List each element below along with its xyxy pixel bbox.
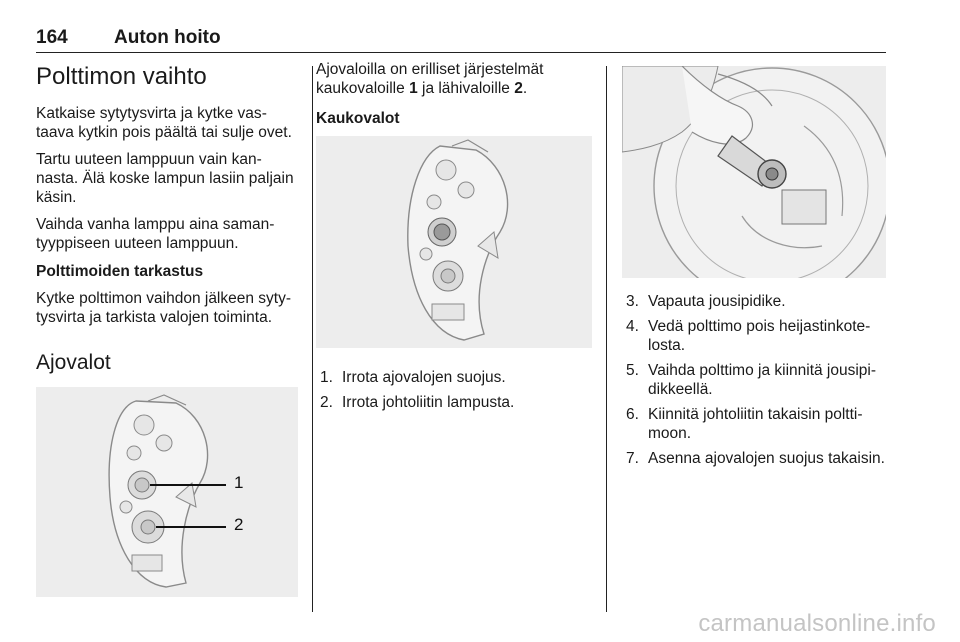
section-title: Polttimon vaihto	[36, 63, 207, 90]
hand-bulb-illustration	[622, 66, 886, 278]
intro-paragraph: Ajovaloilla on erilliset järjestelmät kaukovaloille 1 ja lähivaloille 2.	[316, 61, 544, 97]
right-column	[622, 60, 886, 474]
steps-list	[622, 292, 886, 468]
steps-list	[316, 368, 592, 412]
middle-column	[316, 60, 592, 418]
list-item: 5. Vaihda polttimo ja kiinnitä jousipidikkeellä.	[626, 362, 877, 398]
subheading: Kaukovalot	[316, 110, 400, 127]
page-header	[36, 24, 886, 53]
bulb-removal-figure	[622, 66, 886, 278]
page-number: 164	[36, 27, 68, 48]
callout-label: 1	[234, 473, 244, 492]
list-item: 4. Vedä polttimo pois heijastinkotelosta.	[626, 318, 871, 354]
watermark-link[interactable]: carmanualsonline.info	[698, 610, 936, 637]
headlamp-rear-figure	[36, 387, 298, 597]
paragraph: Vaihda vanha lamppu aina samantyyppiseen uuteen lamppuun.	[36, 216, 275, 252]
high-beam-figure	[316, 136, 592, 348]
subheading: Polttimoiden tarkastus	[36, 263, 204, 280]
headlamp-rear-illustration	[36, 387, 298, 597]
list-item: 3. Vapauta jousipidike.	[626, 293, 786, 310]
running-title: Auton hoito	[114, 27, 221, 48]
list-item: 1. Irrota ajovalojen suojus.	[320, 369, 506, 386]
column-divider	[312, 66, 313, 612]
list-item: 6. Kiinnitä johtoliitin takaisin polttimoon.	[626, 406, 863, 442]
headlamp-bulb-illustration	[316, 136, 592, 348]
callout-label: 2	[234, 515, 244, 534]
paragraph: Kytke polttimon vaihdon jälkeen sytytysvirta ja tarkista valojen toiminta.	[36, 290, 292, 326]
column-divider	[606, 66, 607, 612]
paragraph: Tartu uuteen lamppuun vain kannasta. Älä koske lampun lasiin paljain käsin.	[36, 151, 294, 206]
left-column	[36, 60, 298, 597]
list-item: 2. Irrota johtoliitin lampusta.	[320, 394, 515, 411]
paragraph: Katkaise sytytysvirta ja kytke vastaava kytkin pois päältä tai sulje ovet.	[36, 105, 292, 141]
list-item: 7. Asenna ajovalojen suojus takaisin.	[626, 450, 885, 467]
section-heading: Ajovalot	[36, 351, 111, 374]
